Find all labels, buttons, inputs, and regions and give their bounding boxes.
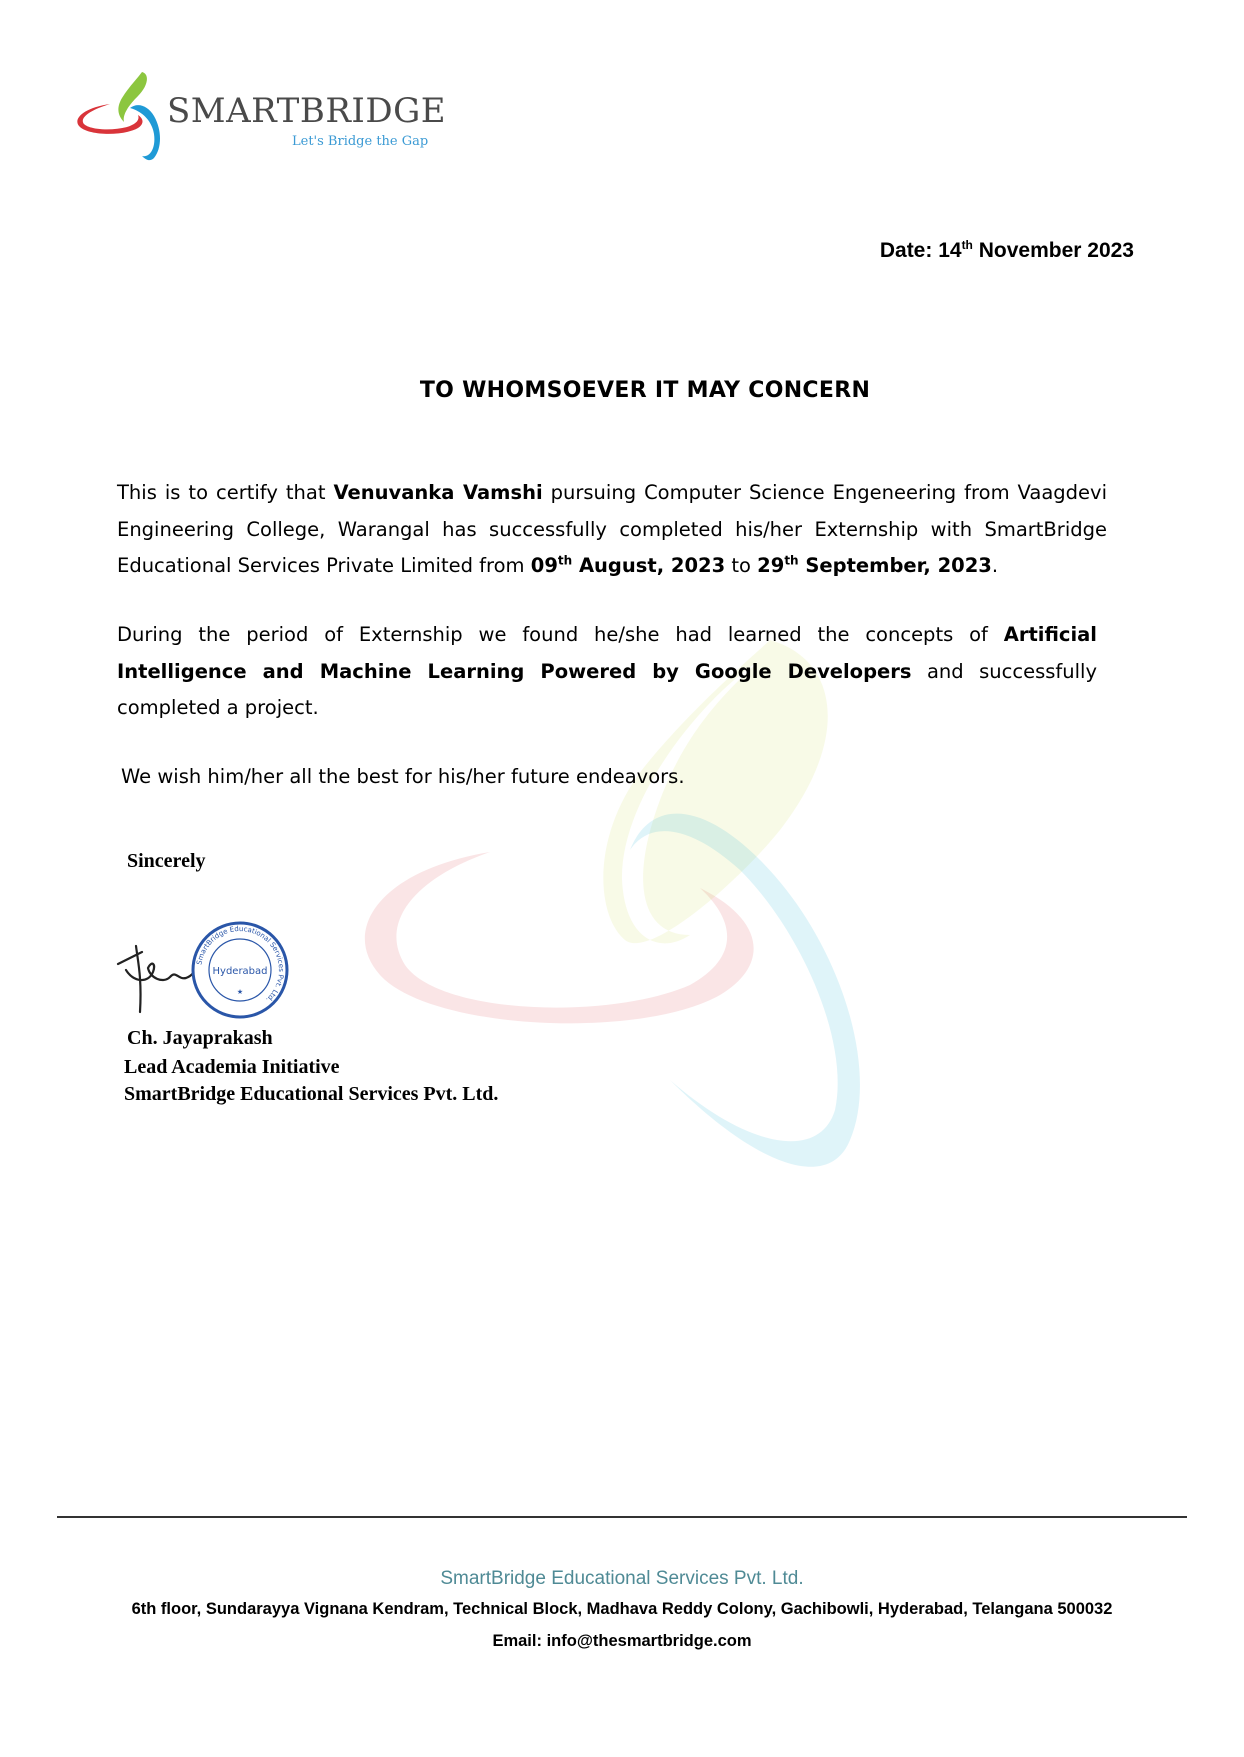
para1-middle: pursuing Computer Science Engeneering from Vaagdevi Engineering College, Warangal has successfully completed his/her Externship with SmartBridge Educational Services Private Limited from — [117, 481, 1107, 577]
letter-date — [880, 238, 1134, 263]
brand-tagline: Let's Bridge the Gap — [292, 134, 429, 149]
signature-stroke — [118, 946, 198, 1012]
date-day: 14 — [938, 239, 962, 262]
date-label: Date: — [879, 239, 933, 262]
footer-email-link[interactable]: info@thesmartbridge.com — [546, 1632, 752, 1650]
footer-email-label: Email: — [492, 1632, 542, 1650]
program-paragraph — [117, 617, 1097, 727]
company-stamp — [190, 920, 290, 1020]
smartbridge-logo-icon — [72, 72, 172, 172]
wishes-paragraph: We wish him/her all the best for his/her future endeavors. — [121, 765, 685, 788]
end-day: 29 — [757, 554, 785, 577]
end-date — [757, 554, 992, 577]
start-day: 09 — [530, 554, 558, 577]
para1-to: to — [725, 554, 758, 577]
footer-address: 6th floor, Sundarayya Vignana Kendram, Technical Block, Madhava Reddy Colony, Gachibowli, Hyderabad, Telangana 500032 — [131, 1600, 1113, 1618]
end-month-year: September, 2023 — [798, 554, 992, 577]
para2-intro: During the period of Externship we found he/she had learned the concepts of — [117, 623, 1004, 646]
date-day-suffix: th — [961, 238, 973, 252]
stamp-ring-text: SmartBridge Educational Services Pvt. Ltd. — [195, 924, 286, 1004]
footer-company: SmartBridge Educational Services Pvt. Ltd. — [440, 1568, 804, 1589]
brand-wordmark: SMARTBRIDGE — [167, 91, 447, 131]
footer-divider — [57, 1516, 1187, 1518]
start-date — [531, 554, 725, 577]
certification-paragraph — [117, 475, 1107, 585]
watermark-red-arc — [365, 852, 754, 1023]
para1-intro: This is to certify that — [117, 481, 334, 504]
para2-end: and successfully completed a project. — [117, 659, 1097, 719]
para1-end: . — [991, 554, 999, 577]
logo-green-arc — [118, 72, 147, 122]
signer-role: Lead Academia Initiative — [124, 1056, 340, 1078]
end-day-suffix: th — [784, 553, 799, 568]
stamp-star-icon: ★ — [236, 988, 244, 996]
closing: Sincerely — [127, 850, 206, 872]
program-name: Artificial Intelligence and Machine Learning Powered by Google Developers — [117, 623, 1097, 683]
handwritten-signature — [112, 930, 202, 1020]
start-day-suffix: th — [557, 553, 573, 568]
watermark-blue-arc — [630, 814, 860, 1167]
footer-email-line — [0, 1632, 1244, 1651]
letter-heading: TO WHOMSOEVER IT MAY CONCERN — [419, 378, 871, 403]
logo-blue-arc — [130, 105, 160, 160]
date-month-year: November 2023 — [978, 239, 1134, 262]
stamp-center-text: Hyderabad — [212, 966, 268, 977]
signer-company: SmartBridge Educational Services Pvt. Ltd. — [124, 1083, 499, 1105]
signer-name: Ch. Jayaprakash — [127, 1027, 273, 1049]
start-month-year: August, 2023 — [572, 554, 726, 577]
student-name: Venuvanka Vamshi — [333, 481, 543, 504]
